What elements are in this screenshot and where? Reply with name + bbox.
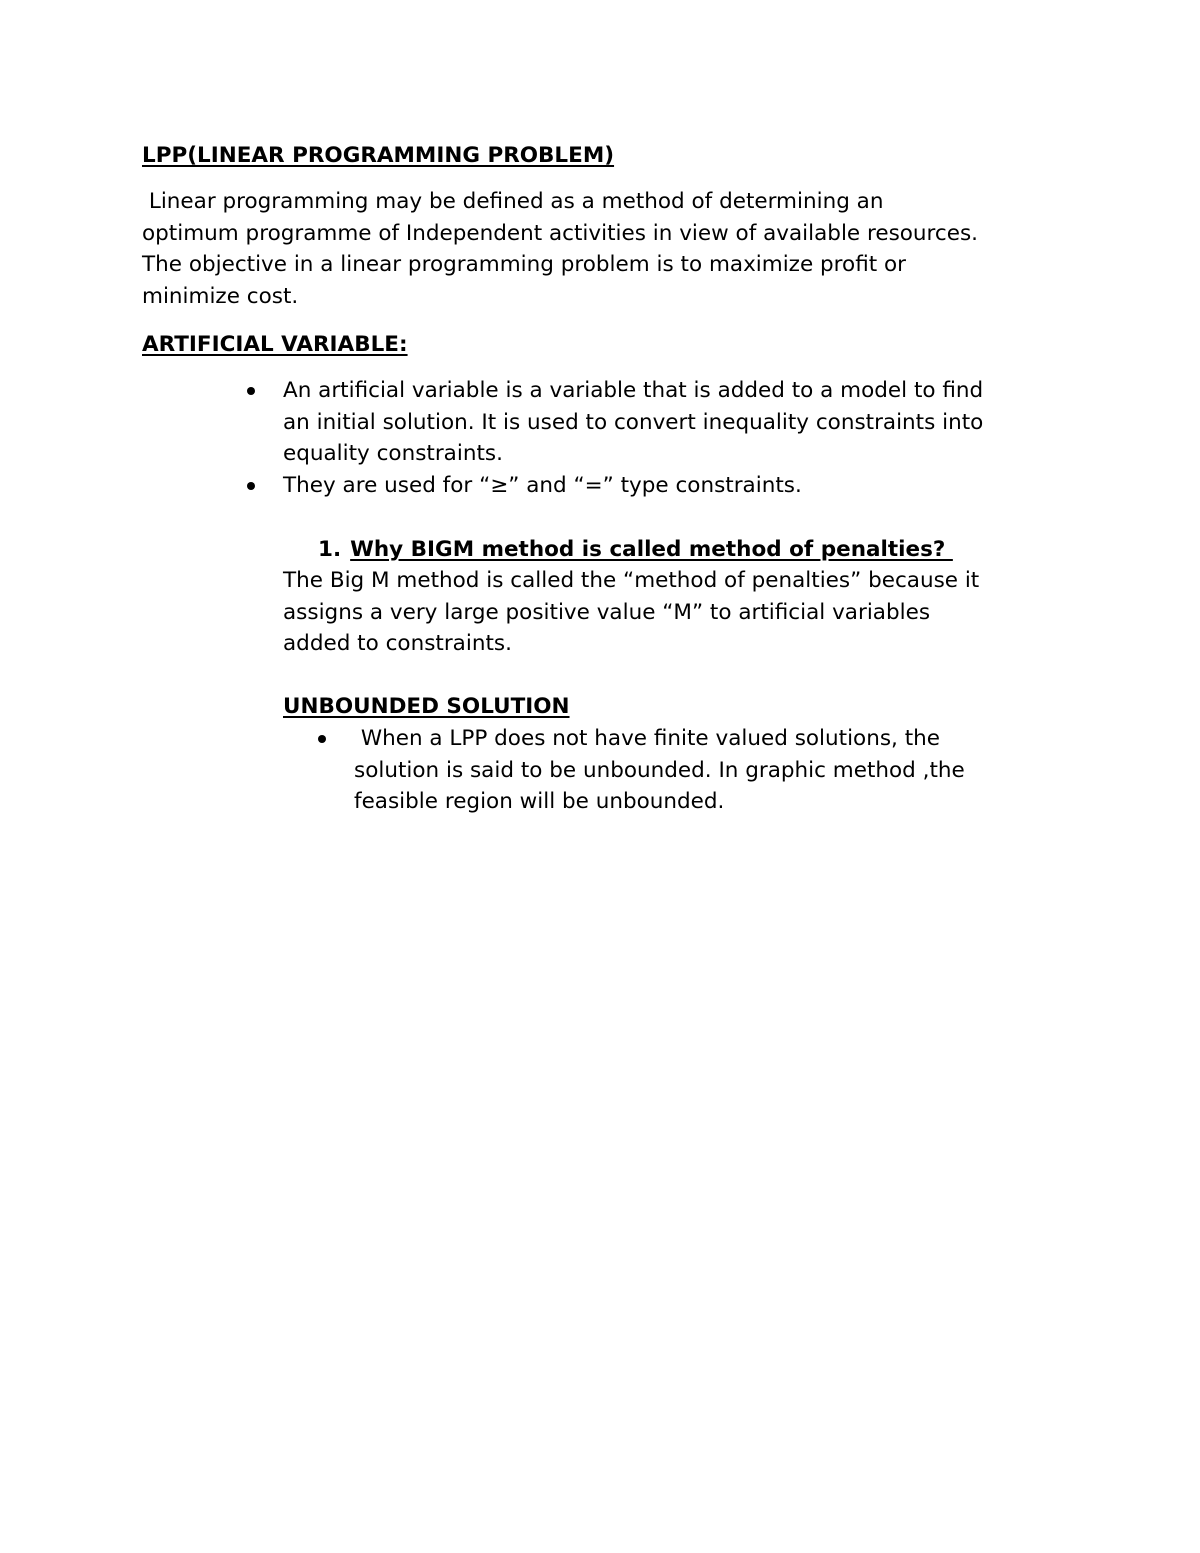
bullet-line: equality constraints. (283, 441, 503, 466)
document-title: LPP(LINEAR PROGRAMMING PROBLEM) (142, 143, 615, 168)
intro-line: optimum programme of Independent activities in view of available resources. (142, 220, 979, 246)
bullet-line: feasible region will be unbounded. (354, 789, 725, 814)
intro-line: Linear programming may be defined as a method of determining an (142, 189, 884, 214)
list-item (354, 723, 1154, 818)
intro-line: minimize cost. (142, 283, 299, 309)
unbounded-solution-heading: UNBOUNDED SOLUTION (283, 694, 570, 719)
bullet-icon (318, 735, 326, 743)
bullet-line: solution is said to be unbounded. In graphic method ,the (354, 757, 965, 783)
artificial-variable-heading: ARTIFICIAL VARIABLE: (142, 332, 408, 357)
bullet-line: When a LPP does not have finite valued solutions, the (354, 726, 940, 751)
answer-line: assigns a very large positive value “M” to artificial variables (283, 599, 931, 625)
bullet-line: They are used for “≥” and “=” type constraints. (283, 472, 802, 498)
question-text: Why BIGM method is called method of penalties? (350, 537, 953, 562)
bullet-icon (247, 482, 255, 490)
answer-line: added to constraints. (283, 631, 512, 656)
answer-line: The Big M method is called the “method of penalties” because it (283, 568, 980, 593)
bullet-icon (247, 387, 255, 395)
bigm-answer (283, 565, 979, 660)
unbounded-solution-list (354, 723, 1154, 818)
intro-paragraph (142, 186, 978, 312)
list-item (283, 375, 1163, 470)
artificial-variable-list (283, 375, 1163, 501)
bigm-question (318, 534, 953, 566)
question-number: 1. (318, 537, 342, 562)
bullet-line: an initial solution. It is used to convert inequality constraints into (283, 409, 984, 435)
intro-line: The objective in a linear programming problem is to maximize profit or (142, 252, 906, 277)
list-item (283, 470, 1163, 502)
bullet-line: An artificial variable is a variable that is added to a model to find (283, 378, 984, 403)
